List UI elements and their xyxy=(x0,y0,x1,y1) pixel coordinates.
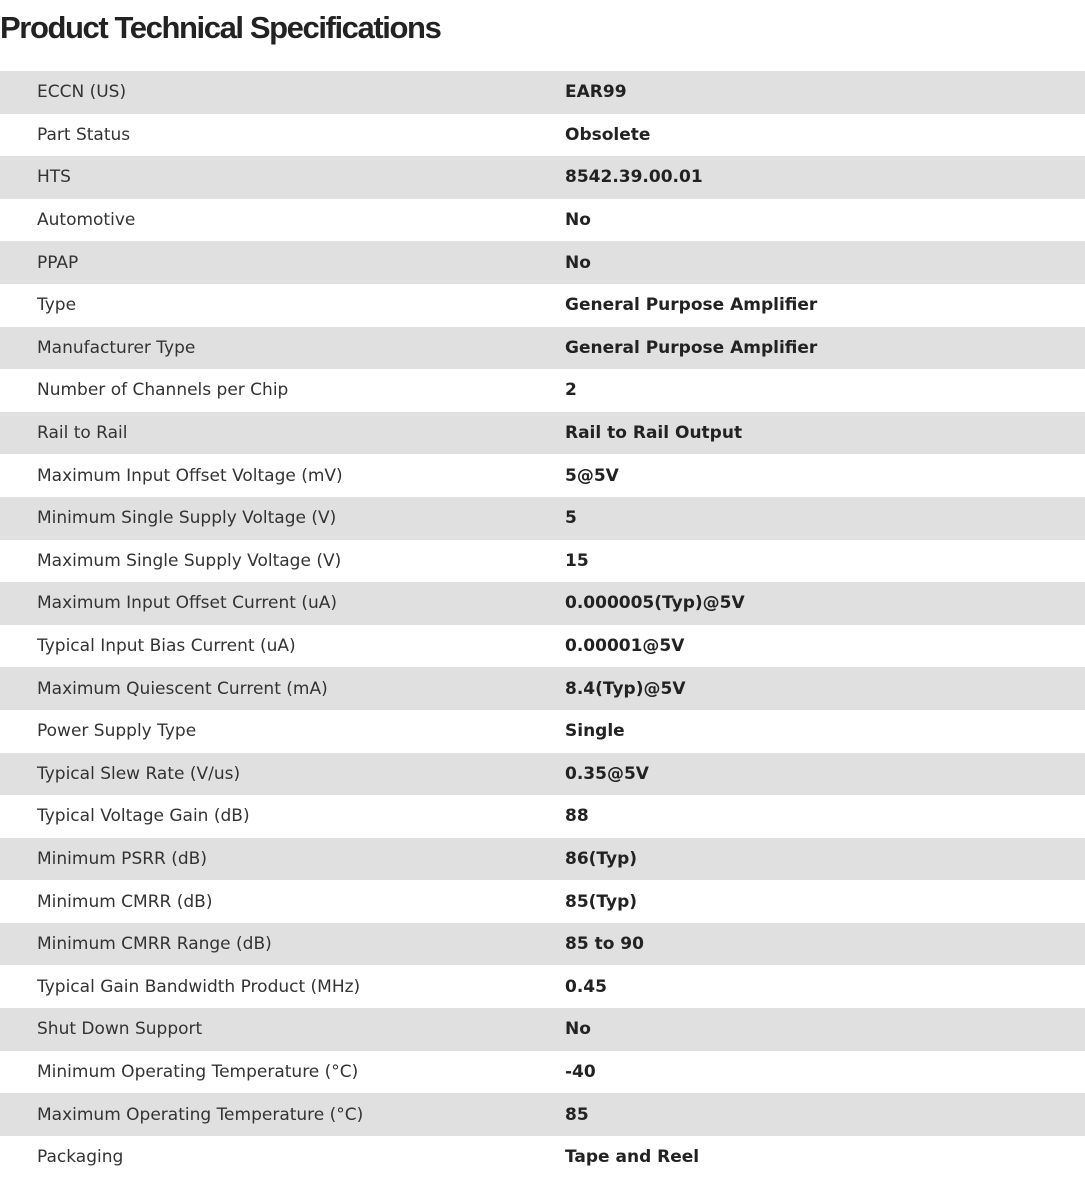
spec-value: Tape and Reel xyxy=(565,1147,700,1168)
spec-value: 85(Typ) xyxy=(565,891,638,912)
spec-row xyxy=(0,880,1085,923)
spec-row xyxy=(0,284,1085,327)
spec-table xyxy=(0,71,1085,1178)
spec-label: Maximum Single Supply Voltage (V) xyxy=(37,550,342,571)
spec-value: 88 xyxy=(565,806,589,827)
spec-label: Maximum Input Offset Voltage (mV) xyxy=(37,465,343,486)
spec-value: No xyxy=(565,210,591,231)
spec-row xyxy=(0,965,1085,1008)
spec-label: Part Status xyxy=(37,124,131,145)
spec-row xyxy=(0,795,1085,838)
spec-value: 5 xyxy=(565,508,577,529)
spec-label: Minimum CMRR Range (dB) xyxy=(37,934,272,955)
spec-value: 15 xyxy=(565,550,589,571)
spec-row xyxy=(0,667,1085,710)
spec-row xyxy=(0,1093,1085,1136)
spec-label: Typical Slew Rate (V/us) xyxy=(37,763,241,784)
spec-label: Automotive xyxy=(37,210,136,231)
spec-value: 0.35@5V xyxy=(565,763,649,784)
spec-row xyxy=(0,923,1085,966)
spec-value: 5@5V xyxy=(565,465,619,486)
spec-value: General Purpose Amplifier xyxy=(565,295,818,316)
spec-label: Rail to Rail xyxy=(37,423,128,444)
spec-value: 85 to 90 xyxy=(565,934,644,955)
spec-value: 0.45 xyxy=(565,976,607,997)
spec-label: Maximum Operating Temperature (°C) xyxy=(37,1104,364,1125)
spec-row xyxy=(0,625,1085,668)
spec-label: Minimum PSRR (dB) xyxy=(37,848,207,869)
spec-label: Minimum Operating Temperature (°C) xyxy=(37,1061,359,1082)
spec-row xyxy=(0,199,1085,242)
spec-row xyxy=(0,497,1085,540)
spec-value: Rail to Rail Output xyxy=(565,423,743,444)
spec-label: HTS xyxy=(37,167,71,188)
spec-value: 86(Typ) xyxy=(565,848,638,869)
spec-label: Minimum CMRR (dB) xyxy=(37,891,213,912)
spec-value: 85 xyxy=(565,1104,589,1125)
spec-label: Typical Gain Bandwidth Product (MHz) xyxy=(37,976,361,997)
spec-label: Maximum Quiescent Current (mA) xyxy=(37,678,328,699)
spec-label: Typical Input Bias Current (uA) xyxy=(37,636,296,657)
spec-label: Number of Channels per Chip xyxy=(37,380,289,401)
spec-label: PPAP xyxy=(37,252,79,273)
spec-value: 8542.39.00.01 xyxy=(565,167,703,188)
spec-row xyxy=(0,71,1085,114)
spec-value: 8.4(Typ)@5V xyxy=(565,678,686,699)
spec-value: Single xyxy=(565,721,625,742)
spec-row xyxy=(0,1051,1085,1094)
spec-row xyxy=(0,156,1085,199)
spec-label: Power Supply Type xyxy=(37,721,197,742)
spec-row xyxy=(0,1008,1085,1051)
spec-label: Typical Voltage Gain (dB) xyxy=(37,806,250,827)
spec-value: 0.000005(Typ)@5V xyxy=(565,593,745,614)
spec-row xyxy=(0,454,1085,497)
spec-value: General Purpose Amplifier xyxy=(565,337,818,358)
page-title: Product Technical Specifications xyxy=(0,10,441,45)
spec-label: Packaging xyxy=(37,1147,124,1168)
spec-value: No xyxy=(565,1019,591,1040)
spec-value: No xyxy=(565,252,591,273)
spec-label: Minimum Single Supply Voltage (V) xyxy=(37,508,337,529)
spec-label: Type xyxy=(37,295,77,316)
spec-label: Maximum Input Offset Current (uA) xyxy=(37,593,337,614)
spec-label: ECCN (US) xyxy=(37,82,127,103)
spec-row xyxy=(0,241,1085,284)
spec-row xyxy=(0,710,1085,753)
spec-value: Obsolete xyxy=(565,124,651,145)
spec-label: Manufacturer Type xyxy=(37,337,196,358)
spec-row xyxy=(0,114,1085,157)
spec-label: Shut Down Support xyxy=(37,1019,203,1040)
spec-value: EAR99 xyxy=(565,82,627,103)
spec-row xyxy=(0,582,1085,625)
spec-row xyxy=(0,412,1085,455)
spec-row xyxy=(0,369,1085,412)
spec-row xyxy=(0,838,1085,881)
spec-row xyxy=(0,753,1085,796)
spec-value: 0.00001@5V xyxy=(565,636,685,657)
spec-row xyxy=(0,327,1085,370)
spec-value: 2 xyxy=(565,380,577,401)
spec-value: -40 xyxy=(565,1061,596,1082)
spec-row xyxy=(0,540,1085,583)
